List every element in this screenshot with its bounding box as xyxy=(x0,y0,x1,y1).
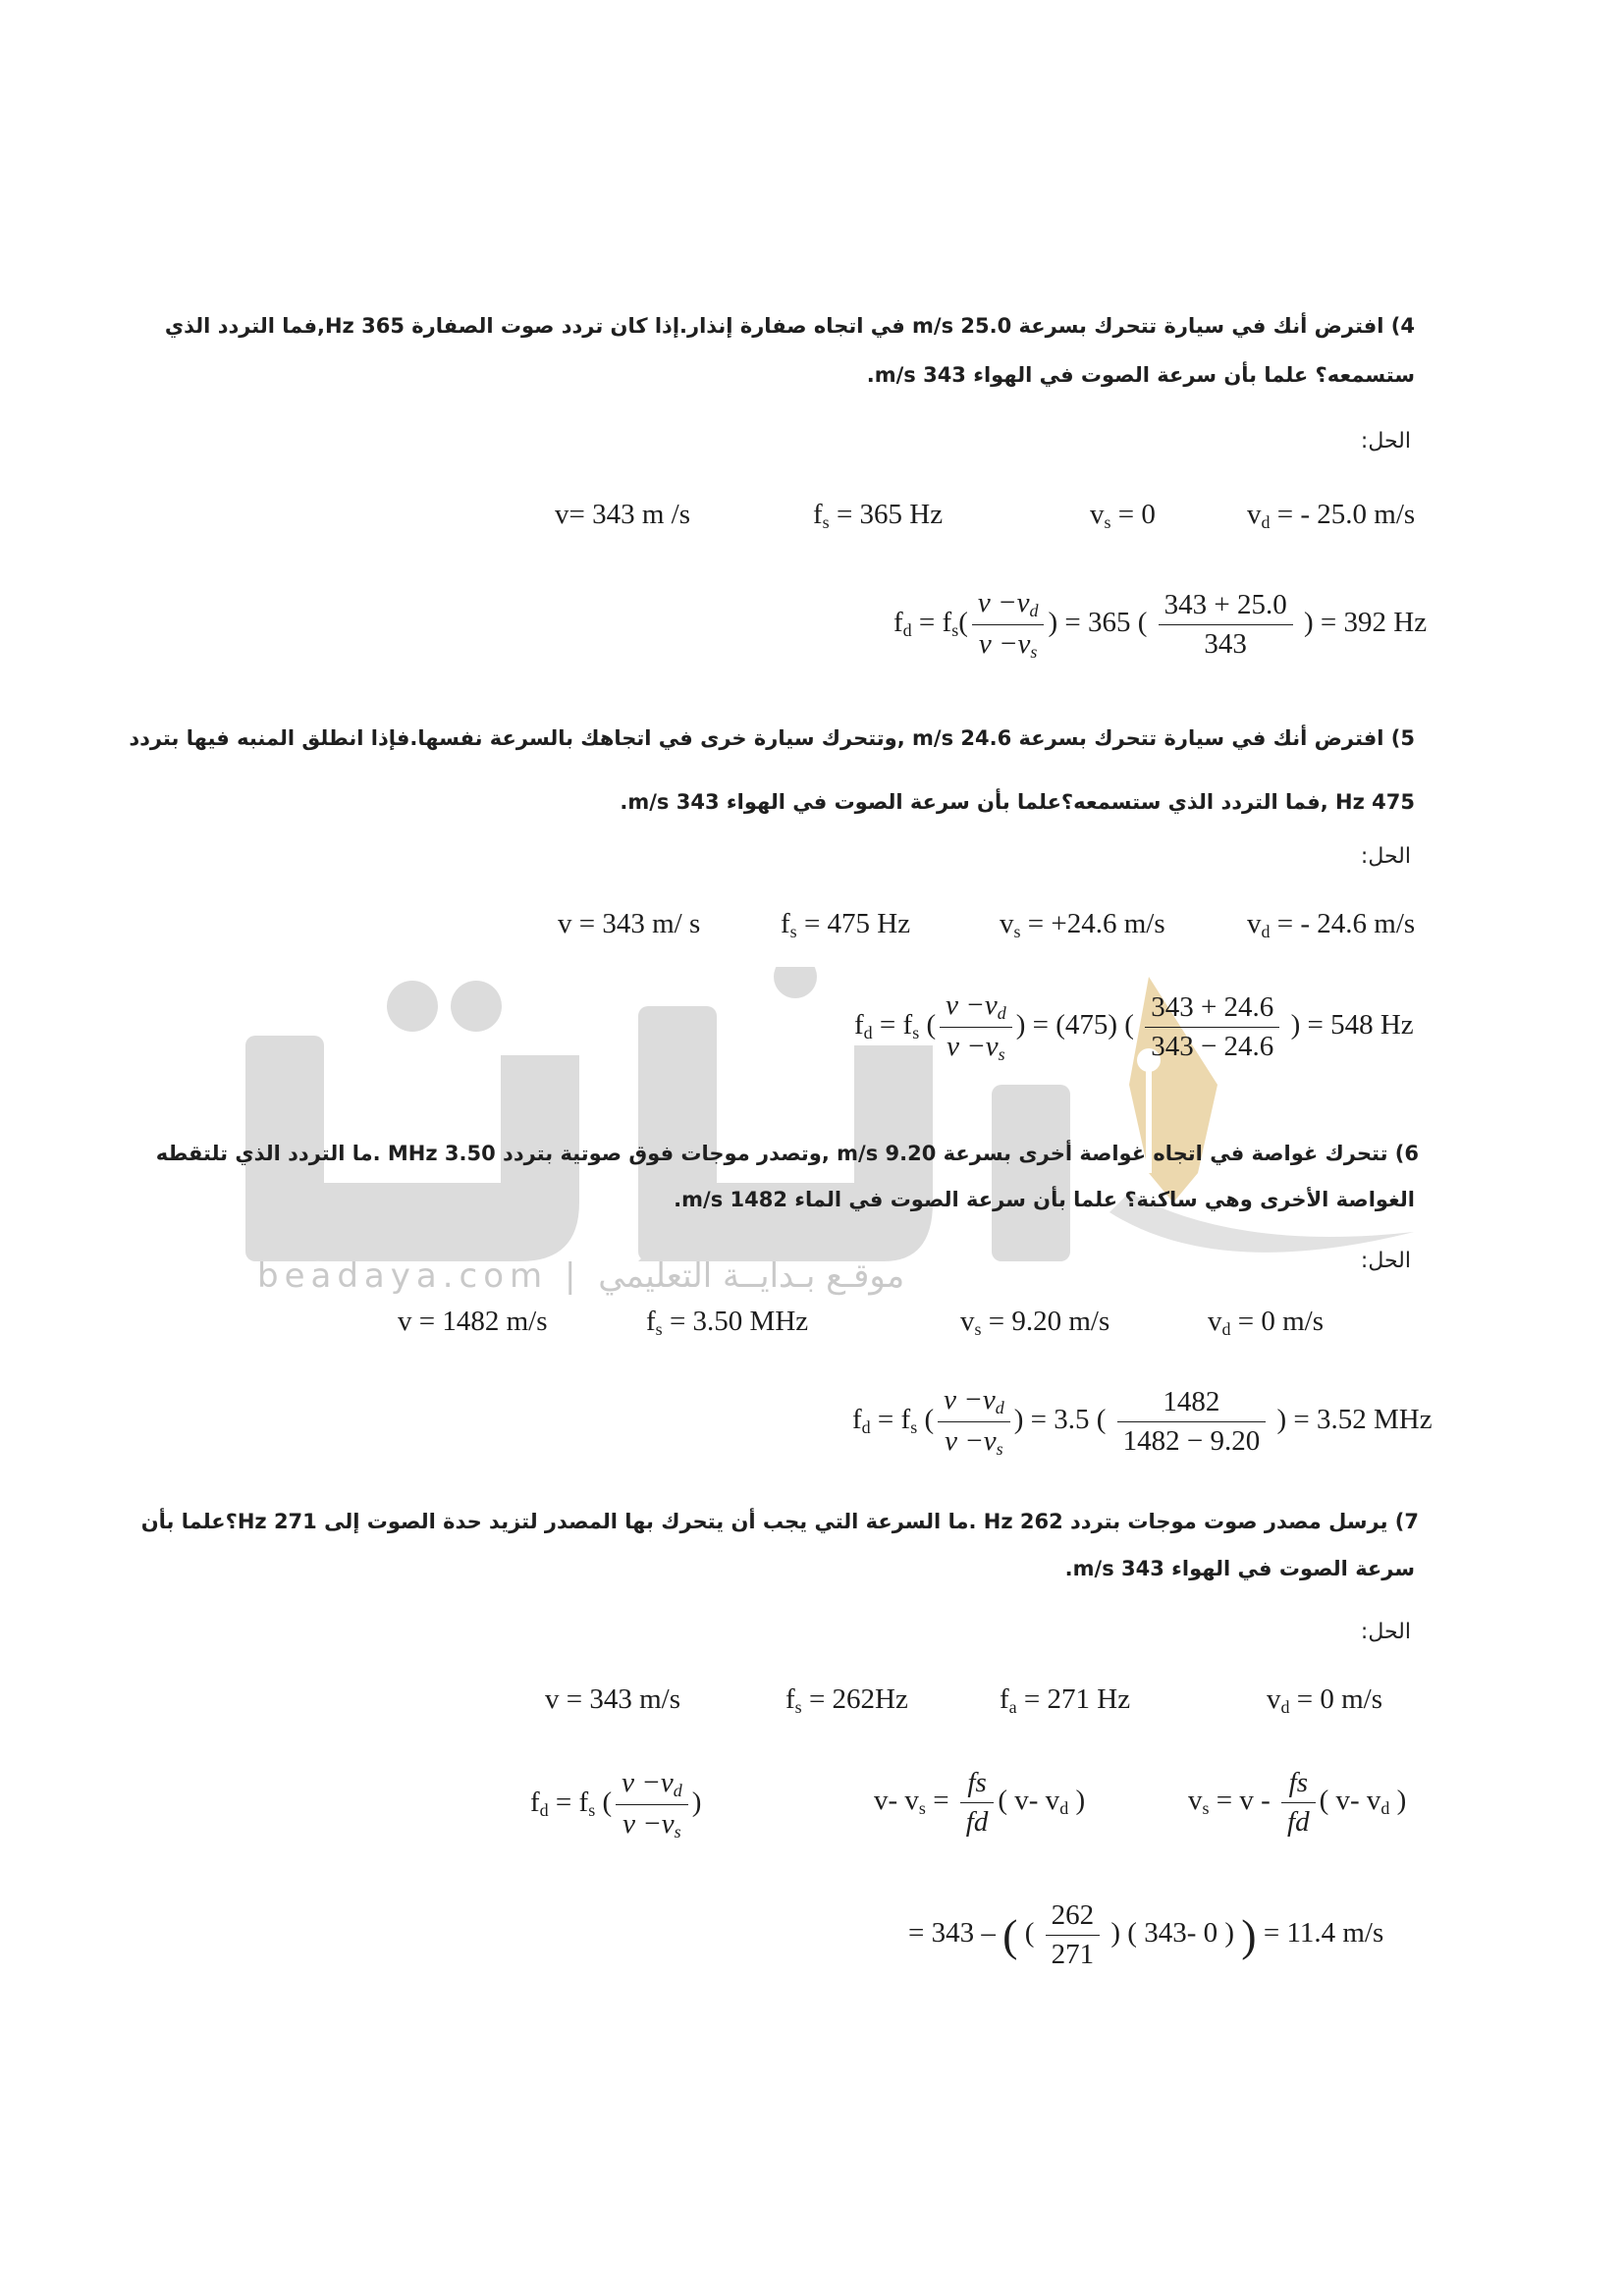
q5-result: 548 Hz xyxy=(1330,1009,1414,1041)
q7-fs-value: 262Hz xyxy=(832,1683,908,1715)
q5-numerator: 343 + 24.6 xyxy=(1145,991,1279,1028)
q6-solution-label: الحل: xyxy=(1360,1249,1411,1273)
q6-numerator: 1482 xyxy=(1117,1386,1267,1422)
q7-final-result: = 11.4 m/s xyxy=(1263,1917,1384,1949)
q7-given-fs: $f_s = 262Hz$ xyxy=(785,1683,908,1717)
q5-given-v: v = 343 m/ s xyxy=(558,908,701,939)
q5-text-line2: 475 Hz ,فما التردد الذي ستسمعه؟علما بأن سرعة الصوت في الهواء 343 m/s. xyxy=(620,790,1415,814)
q4-formula: $f_d = f_s$( $\frac{v -v_d}{v -v_s}$ ) = 365 ( $\frac{343 + 25.0}{343}$ ) = 392 Hz xyxy=(893,587,1428,662)
q6-given-vd: $v_d = 0$ m/s xyxy=(1208,1306,1325,1339)
q5-fs-value: 475 Hz xyxy=(827,908,911,939)
q7-text-line1: 7) يرسل مصدر صوت موجات بتردد 262 Hz .ما السرعة التي يجب أن يتحرك بها المصدر لتزيد حدة الصوت إلى 271 Hz؟علما بأن xyxy=(140,1510,1419,1533)
q4-numerator: 343 + 25.0 xyxy=(1159,589,1293,625)
q6-given-vs: $v_s = 9.20$ m/s xyxy=(960,1306,1110,1339)
q7-solution-label: الحل: xyxy=(1360,1620,1411,1644)
q6-result: 3.52 MHz xyxy=(1317,1404,1433,1436)
q4-coef: 365 xyxy=(1087,607,1131,639)
q7-step1-lhs: v- v xyxy=(874,1785,919,1817)
q6-text-line2: الغواصة الأخرى وهي ساكنة؟ علما بأن سرعة الصوت في الماء 1482 m/s. xyxy=(674,1188,1415,1211)
q6-given-v: v = 1482 m/s xyxy=(398,1306,548,1337)
q6-denominator: 1482 − 9.20 xyxy=(1122,1425,1261,1457)
q4-given-fs: $f_s = 365$ Hz xyxy=(813,499,944,532)
q5-coef: (475) xyxy=(1055,1009,1118,1041)
q5-solution-label: الحل: xyxy=(1360,844,1411,869)
q7-vd-value: 0 m/s xyxy=(1320,1683,1383,1715)
q4-text-line2: ستسمعه؟ علما بأن سرعة الصوت في الهواء 343 m/s. xyxy=(866,363,1415,387)
q5-text-line1: 5) افترض أنك في سيارة تتحرك بسرعة 24.6 m/s ,وتتحرك سيارة خرى في اتجاهك بالسرعة نفسها.فإذا انطلق المنبه فيها بتردد xyxy=(129,726,1415,750)
q6-given-fs: $f_s = 3.50$ MHz xyxy=(646,1306,809,1339)
q6-coef: 3.5 xyxy=(1054,1404,1090,1436)
q7-given-vd: $v_d = 0$ m/s xyxy=(1267,1683,1383,1717)
q7-text-line2: سرعة الصوت في الهواء 343 m/s. xyxy=(1064,1557,1415,1580)
q7-formula-step2: $v_s = v$ - $\frac{fs}{fd}$ ( v- $v_d$ ) xyxy=(1188,1767,1407,1838)
q4-given-vs: $v_s = 0$ xyxy=(1090,499,1156,532)
q6-fs-value: 3.50 MHz xyxy=(692,1306,809,1337)
q7-formula-step1: v- $v_s$ = $\frac{fs}{fd}$ ( v- $v_d$ ) xyxy=(874,1767,1086,1838)
q4-solution-label: الحل: xyxy=(1360,429,1411,454)
q5-given-fs: $f_s = 475$ Hz xyxy=(781,908,911,941)
q6-vs-value: 9.20 m/s xyxy=(1011,1306,1110,1337)
q7-fa-value: 271 Hz xyxy=(1047,1683,1131,1715)
q7-given-v: v = 343 m/s xyxy=(545,1683,681,1715)
q4-fs-value: 365 Hz xyxy=(859,499,944,530)
watermark-site-text: beadaya.com | موقـع بـدايــة التعليمي xyxy=(257,1256,905,1296)
q6-vd-value: 0 m/s xyxy=(1261,1306,1325,1337)
q7-final-mid: ( 343- 0 ) xyxy=(1127,1917,1235,1949)
q4-given-vd: $v_d$ = - 25.0 m/s xyxy=(1247,499,1416,532)
q4-denominator: 343 xyxy=(1204,628,1247,660)
q7-final-calc: = 343 – ( ( $\frac{262}{271}$ ) ( 343- 0 ) ) = 11.4 m/s xyxy=(908,1899,1384,1970)
q4-vs-value: 0 xyxy=(1141,499,1156,530)
q7-formula-doppler: $f_d = f_s$ ( $\frac{v -v_d}{v -v_s}$ ) xyxy=(530,1767,702,1842)
q4-result: 392 Hz xyxy=(1343,607,1428,639)
q7-final-denominator: 271 xyxy=(1051,1939,1095,1970)
q5-vd-value: - 24.6 m/s xyxy=(1300,908,1416,939)
q7-final-prefix: = 343 – xyxy=(908,1917,996,1949)
q5-given-vs: $v_s = +24.6$ m/s xyxy=(1000,908,1165,941)
q6-formula: $f_d = f_s$ ( $\frac{v -v_d}{v -v_s}$ ) = 3.5 ( $\frac{1482}{1482 - 9.20}$ ) = 3.52 MHz xyxy=(852,1384,1433,1459)
q4-text-line1: 4) افترض أنك في سيارة تتحرك بسرعة 25.0 m/s في اتجاه صفارة إنذار.إذا كان تردد صوت الصفارة 365 Hz,فما التردد الذي xyxy=(164,314,1415,338)
q7-given-fa: $f_a = 271$ Hz xyxy=(1000,1683,1131,1717)
q4-vd-value: - 25.0 m/s xyxy=(1300,499,1416,530)
q6-text-line1: 6) تتحرك غواصة في اتجاه غواصة أخرى بسرعة 9.20 m/s ,وتصدر موجات فوق صوتية بتردد 3.50 MHz .ما التردد الذي تلتقطه xyxy=(155,1142,1419,1165)
q5-vs-value: +24.6 m/s xyxy=(1051,908,1165,939)
q5-denominator: 343 − 24.6 xyxy=(1151,1031,1274,1062)
q5-formula: $f_d = f_s$ ( $\frac{v -v_d}{v -v_s}$ ) = (475) ( $\frac{343 + 24.6}{343 - 24.6}$ ) = 548 Hz xyxy=(854,989,1414,1064)
q5-given-vd: $v_d$ = - 24.6 m/s xyxy=(1247,908,1416,941)
q7-step2-lhs: v xyxy=(1188,1785,1203,1817)
q4-given-v: v= 343 m /s xyxy=(555,499,691,530)
q7-final-numerator: 262 xyxy=(1046,1899,1101,1936)
